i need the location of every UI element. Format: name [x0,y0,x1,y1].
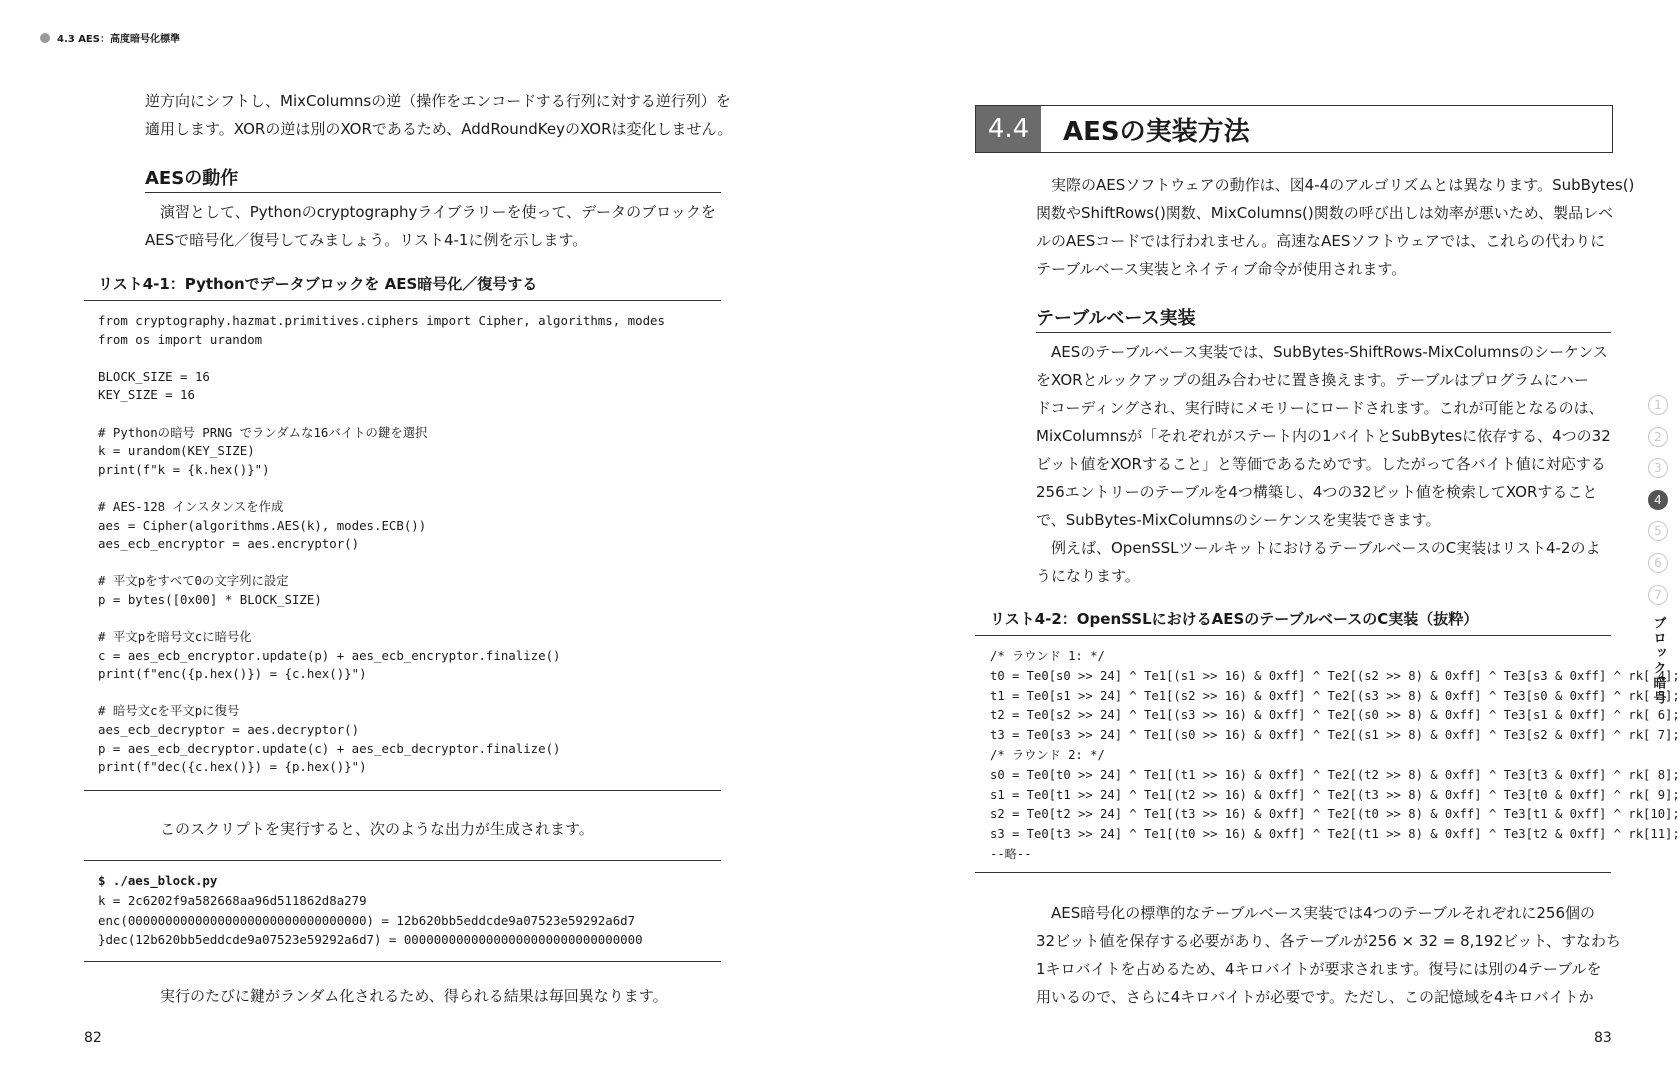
chapter-tab-1: 1 [1648,395,1668,415]
text-line: 逆方向にシフトし、MixColumnsの逆（操作をエンコードする行列に対する逆行列）を [145,92,731,110]
chapter-tab-2: 2 [1648,427,1668,447]
text-line: テーブルベース実装とネイティブ命令が使用されます。 [1036,260,1407,278]
listing-4-1-code: from cryptography.hazmat.primitives.ciphers import Cipher, algorithms, modes from os import urandom BLOCK_SIZE = 16 KEY_SIZE = 16 # Pythonの暗号 PRNG でランダムな16バイトの鍵を選択 k = urandom(KEY_SIZE) print(f"k = {k.hex()}") # AES-128 インスタンスを作成 aes = Cipher(algorithms.AES(k), modes.ECB()) aes_ecb_encryptor = aes.encryptor() # 平文pをすべて0の文字列に設定 p = bytes([0x00] * BLOCK_SIZE) # 平文pを暗号文cに暗号化 c = aes_ecb_encryptor.update(p) + aes_ecb_encryptor.finalize() print(f"enc({p.hex()}) = {c.hex()}") # 暗号文cを平文pに復号 aes_ecb_decryptor = aes.decryptor() p = aes_ecb_decryptor.update(c) + aes_ecb_decryptor.finalize() print(f"dec({c.hex()}) = {p.hex()}") [98,313,665,775]
chapter-thumb-index [1647,395,1669,706]
chapter-tab-4-active: 4 [1648,490,1668,510]
right-subheading: テーブルベース実装 [1036,304,1611,333]
text-line: ルのAESコードでは行われません。高速なAESソフトウェアでは、これらの代わりに [1036,232,1606,250]
page-number-left: 82 [84,1030,102,1046]
right-intro [1036,171,1634,283]
chapter-tab-7: 7 [1648,585,1668,605]
text-line: 例えば、OpenSSLツールキットにおけるテーブルベースのC実装はリスト4-2のよ [1036,539,1601,557]
text-line: 256エントリーのテーブルを4つ構築し、4つの32ビット値を検索してXORすること [1036,483,1598,501]
divider [84,860,721,861]
text-line: MixColumnsが「それぞれがステート内の1バイトとSubBytesに依存する、4つの32 [1036,427,1611,445]
output-block [98,871,643,950]
chapter-tab-6: 6 [1648,553,1668,573]
run-text: このスクリプトを実行すると、次のような出力が生成されます。 [160,820,594,838]
bullet-dot-icon [40,33,50,43]
output-lines: k = 2c6202f9a582668aa96d511862d8a279 enc(00000000000000000000000000000000) = 12b620bb5eddcde9a07523e59292a6d7 }dec(12b620bb5eddcde9a07523e59292a6d7) = 00000000000000000000000000000000 [98,892,643,948]
chapter-tab-3: 3 [1648,458,1668,478]
text-line: AESで暗号化／復号してみましょう。リスト4-1に例を示します。 [145,231,588,249]
text-line: うになります。 [1036,567,1140,585]
page-number-right: 83 [1594,1030,1612,1046]
text-line: 1キロバイトを占めるため、4キロバイトが要求されます。復号には別の4テーブルを [1036,960,1602,978]
text-line: 関数やShiftRows()関数、MixColumns()関数の呼び出しは効率が悪いため、製品レベ [1036,204,1614,222]
left-intro [145,87,732,143]
text-line: 適用します。XORの逆は別のXORであるため、AddRoundKeyのXORは変化しません。 [145,120,733,138]
text-line: 演習として、Pythonのcryptographyライブラリーを使って、データのブロックを [145,203,716,221]
left-subheading: AESの動作 [145,164,721,193]
chapter-label: ブロック暗号 [1650,616,1666,707]
listing-4-2-caption: リスト4-2：OpenSSLにおけるAESのテーブルベースのC実装（抜粋） [990,610,1479,628]
running-header [40,30,180,45]
left-paragraph [145,198,716,254]
section-header-box [975,105,1613,153]
chapter-tab-5: 5 [1648,521,1668,541]
text-line: 用いるので、さらに4キロバイトが必要です。ただし、この記憶域を4キロバイトか [1036,988,1594,1006]
closing-text: 実行のたびに鍵がランダム化されるため、得られる結果は毎回異なります。 [160,987,668,1005]
text-line: 32ビット値を保存する必要があり、各テーブルが256 × 32 = 8,192ビット、すなわち [1036,932,1622,950]
right-closing [1036,899,1621,1011]
listing-4-2-code: /* ラウンド 1: */ t0 = Te0[s0 >> 24] ^ Te1[(s1 >> 16) & 0xff] ^ Te2[(s2 >> 8) & 0xff] ^ Te3[s3 & 0xff] ^ rk[ 4]; t1 = Te0[s1 >> 24] ^ Te1[(s2 >> 16) & 0xff] ^ Te2[(s3 >> 8) & 0xff] ^ Te3[s0 & 0xff] ^ rk[ 5]; t2 = Te0[s2 >> 24] ^ Te1[(s3 >> 16) & 0xff] ^ Te2[(s0 >> 8) & 0xff] ^ Te3[s1 & 0xff] ^ rk[ 6]; t3 = Te0[s3 >> 24] ^ Te1[(s0 >> 16) & 0xff] ^ Te2[(s1 >> 8) & 0xff] ^ Te3[s2 & 0xff] ^ rk[ 7]; /* ラウンド 2: */ s0 = Te0[t0 >> 24] ^ Te1[(t1 >> 16) & 0xff] ^ Te2[(t2 >> 8) & 0xff] ^ Te3[t3 & 0xff] ^ rk[ 8]; s1 = Te0[t1 >> 24] ^ Te1[(t2 >> 16) & 0xff] ^ Te2[(t3 >> 8) & 0xff] ^ Te3[t0 & 0xff] ^ rk[ 9]; s2 = Te0[t2 >> 24] ^ Te1[(t3 >> 16) & 0xff] ^ Te2[(t0 >> 8) & 0xff] ^ Te3[t1 & 0xff] ^ rk[10]; s3 = Te0[t3 >> 24] ^ Te1[(t0 >> 16) & 0xff] ^ Te2[(t1 >> 8) & 0xff] ^ Te3[t2 & 0xff] ^ rk[11]; --略-- [990,649,1680,861]
text-line: AES暗号化の標準的なテーブルベース実装では4つのテーブルそれぞれに256個の [1036,904,1595,922]
divider [975,872,1611,873]
text-line: AESのテーブルベース実装では、SubBytes-ShiftRows-MixColumnsのシーケンス [1036,343,1608,361]
text-line: で、SubBytes-MixColumnsのシーケンスを実装できます。 [1036,511,1441,529]
right-paragraph [1036,338,1611,590]
listing-4-1-caption: リスト4-1：Pythonでデータブロックを AES暗号化／復号する [98,275,538,293]
divider [84,300,721,301]
text-line: ドコーディングされ、実行時にメモリーにロードされます。これが可能となるのは、 [1036,399,1604,417]
text-line: 実際のAESソフトウェアの動作は、図4-4のアルゴリズムとは異なります。SubBytes() [1036,176,1635,194]
text-line: をXORとルックアップの組み合わせに置き換えます。テーブルはプログラムにハー [1036,371,1589,389]
output-command: $ ./aes_block.py [98,873,218,888]
running-header-text: 4.3 AES：高度暗号化標準 [57,34,180,45]
text-line: ビット値をXORすること」と等価であるためです。したがって各バイト値に対応する [1036,455,1606,473]
section-title: AESの実装方法 [1063,116,1250,147]
divider [975,635,1611,636]
divider [84,961,721,962]
divider [84,790,721,791]
section-number: 4.4 [976,106,1041,152]
